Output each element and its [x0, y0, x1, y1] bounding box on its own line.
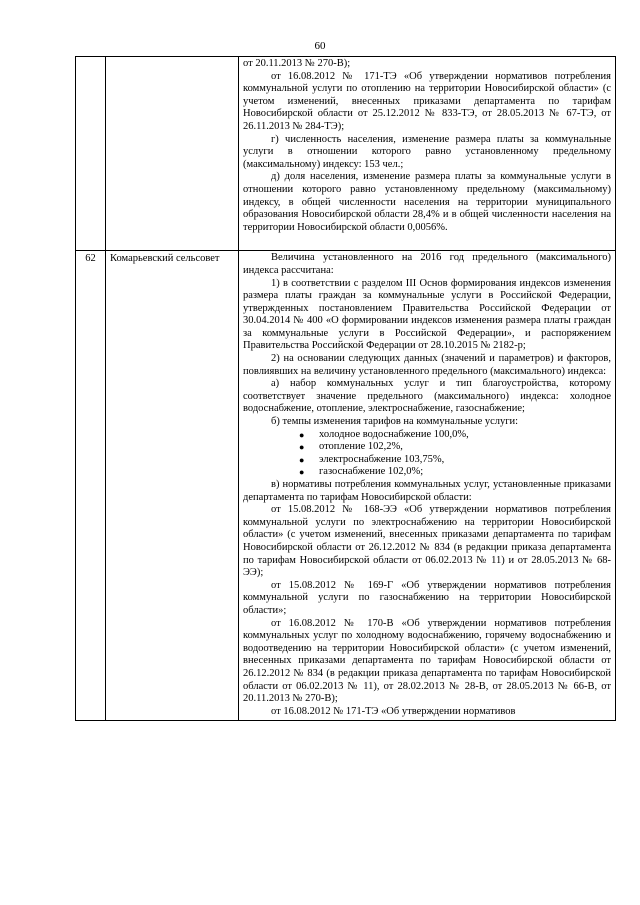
- paragraph: г) численность населения, изменение размера платы за коммунальные услуги в отношении которого равно установленному предельному (максимальному) индексу: 153 чел.;: [243, 133, 611, 170]
- paragraph: 1) в соответствии с разделом III Основ формирования индексов изменения размера платы граждан за коммунальные услуги в Российской Федерации, утвержденных постановлением Правительства Российской Федерации от 30.04.2014 № 400 «О формировании индексов изменения размера платы граждан за коммунальные услуги в Российской Федерации», и распоряжением Правительства Российской Федерации от 28.10.2015 № 2182-р;: [243, 277, 611, 352]
- paragraph: от 16.08.2012 № 171-ТЭ «Об утверждении нормативов потребления коммунальной услуги по отоплению на территории Новосибирской области» (с учетом изменений, внесенных приказами департамента по тарифам Новосибирской области от 25.12.2012 № 833-ТЭ, от 28.05.2013 № 67-ТЭ, от 26.11.2013 № 284-ТЭ);: [243, 70, 611, 132]
- paragraph: в) нормативы потребления коммунальных услуг, установленные приказами департамента по тарифам Новосибирской области:: [243, 479, 611, 503]
- municipality-name: [106, 57, 238, 59]
- list-item: [299, 466, 611, 479]
- list-item-text: отопление 102,2%,: [319, 441, 403, 453]
- municipality-name: Комарьевский сельсовет: [110, 253, 220, 265]
- paragraph: от 20.11.2013 № 270-В);: [243, 58, 351, 69]
- list-item: [299, 453, 611, 467]
- row-number-cell: [76, 251, 106, 721]
- paragraph: от 16.08.2012 № 170-В «Об утверждении нормативов потребления коммунальных услуг по холодному водоснабжению, горячему водоснабжению и водоотведению на территории Новосибирской области» (с учетом изменений, внесенных приказами департамента по тарифам Новосибирской области от 26.12.2012 № 834 (в редакции приказа департамента по тарифам Новосибирской области от 06.02.2013 № 11), от 28.02.2013 № 28-В, от 28.05.2013 № 66-В, от 20.11.2013 № 270-В);: [243, 617, 611, 705]
- paragraph: от 16.08.2012 № 171-ТЭ «Об утверждении нормативов: [271, 705, 516, 717]
- table-row: [76, 251, 616, 721]
- municipality-cell: [106, 57, 239, 251]
- tariff-rate-list: [243, 429, 611, 479]
- municipality-cell: [106, 251, 239, 721]
- description-cell: [239, 57, 616, 251]
- bullet-icon: ●: [299, 467, 305, 478]
- bullet-icon: ●: [299, 442, 305, 453]
- list-item-text: холодное водоснабжение 100,0%,: [319, 428, 469, 440]
- page-number: 60: [314, 40, 326, 52]
- paragraph: от 15.08.2012 № 169-Г «Об утверждении нормативов потребления коммунальной услуги по газоснабжению на территории Новосибирской области»;: [243, 579, 611, 616]
- list-item-text: газоснабжение 102,0%;: [319, 466, 424, 478]
- document-table: [75, 56, 616, 721]
- list-item: [299, 441, 611, 454]
- paragraph: 2) на основании следующих данных (значений и параметров) и факторов, повлиявших на величину установленного предельного (максимального) индекса:: [243, 353, 611, 377]
- list-item: [299, 428, 611, 442]
- bullet-icon: ●: [299, 454, 305, 465]
- paragraph: б) темпы изменения тарифов на коммунальные услуги:: [271, 416, 519, 428]
- row-number: 62: [85, 253, 96, 265]
- row-number: [76, 57, 105, 59]
- list-item-text: электроснабжение 103,75%,: [319, 453, 445, 465]
- bullet-icon: ●: [299, 429, 305, 440]
- description-cell: [239, 251, 616, 721]
- paragraph: от 15.08.2012 № 168-ЭЭ «Об утверждении нормативов потребления коммунальной услуги по электроснабжению на территории Новосибирской области» (с учетом изменений, внесенных приказами департамента по тарифам Новосибирской области от 26.12.2012 № 834 (в редакции приказа департамента по тарифам Новосибирской области от 06.02.2013 № 11) и от 28.05.2013 № 68-ЭЭ);: [243, 504, 611, 579]
- paragraph: Величина установленного на 2016 год предельного (максимального) индекса рассчитана:: [243, 252, 611, 276]
- table-row: [76, 57, 616, 251]
- row-number-cell: [76, 57, 106, 251]
- paragraph: д) доля населения, изменение размера платы за коммунальные услуги в отношении которого равно установленному предельному (максимальному) индексу, в общей численности населения на территории муниципального образования Новосибирской области 28,4% и в общей численности населения на территории Новосибирской области 0,0056%.: [243, 171, 611, 233]
- paragraph: а) набор коммунальных услуг и тип благоустройства, которому соответствует значение предельного (максимального) индекса: холодное водоснабжение, отопление, электроснабжение, газоснабжение;: [243, 378, 611, 415]
